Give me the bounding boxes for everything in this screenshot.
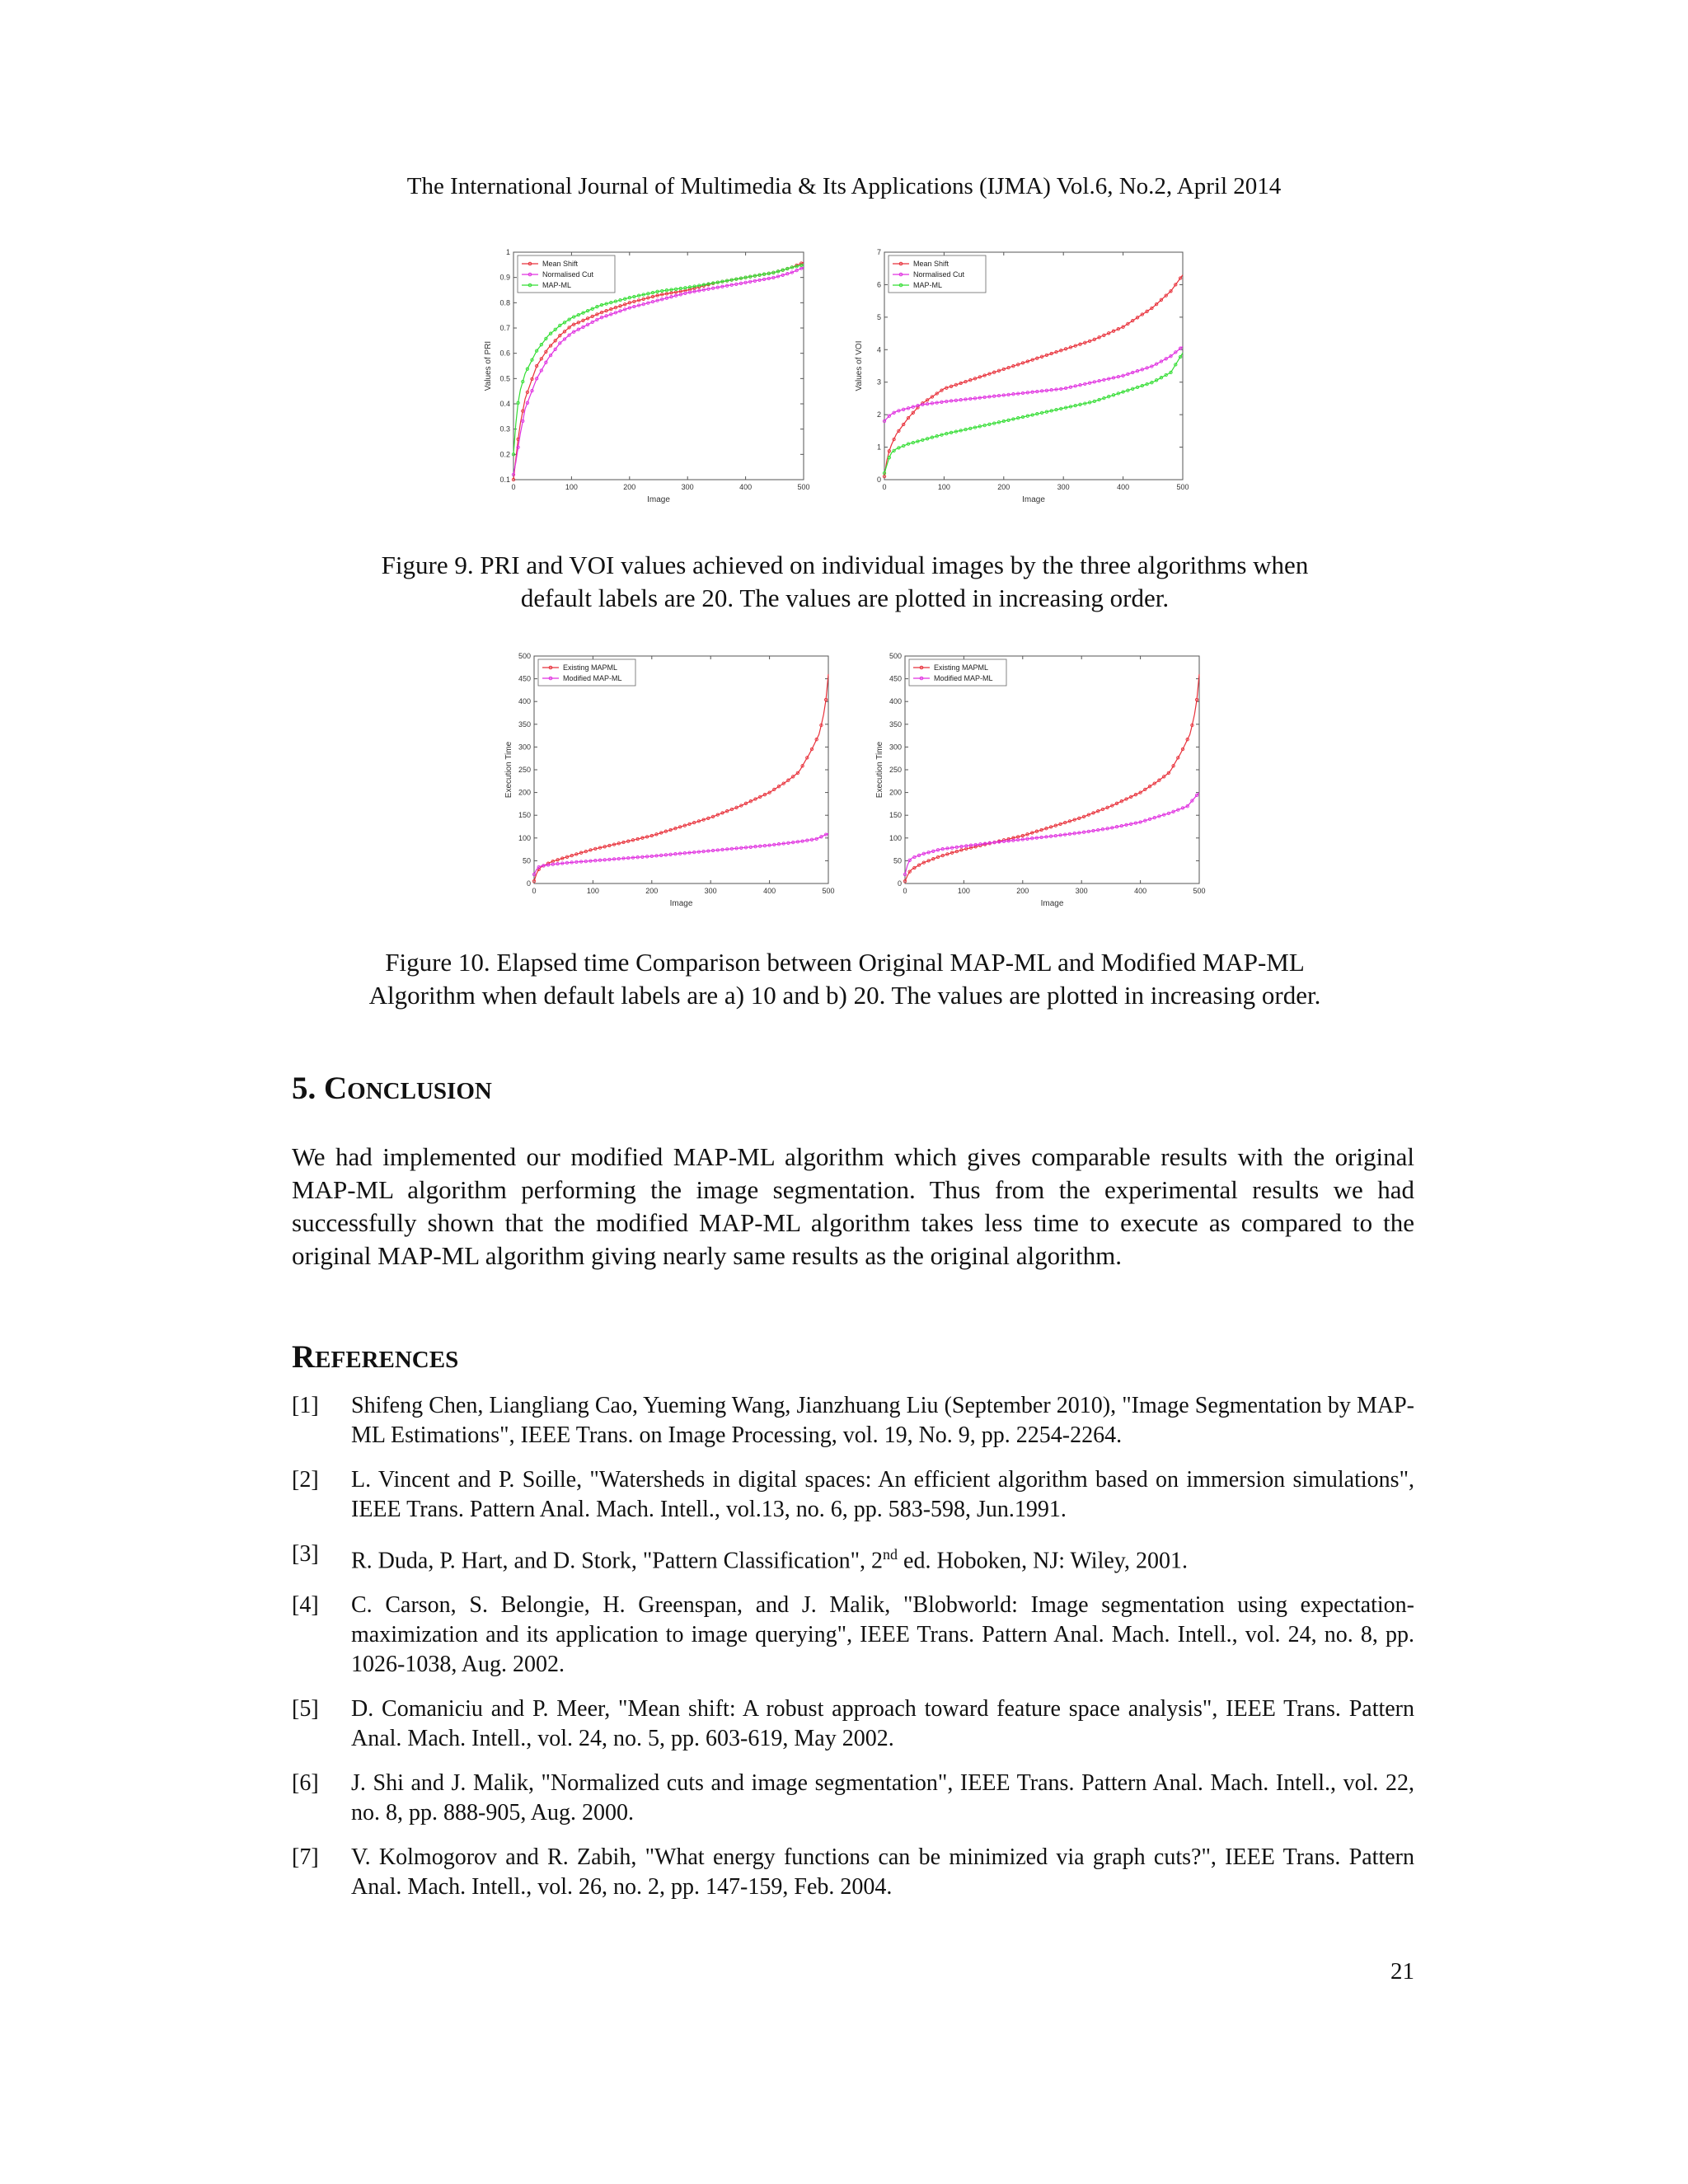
x-tick-label: 0 — [532, 887, 537, 895]
references-heading-rest: EFERENCES — [315, 1347, 459, 1373]
y-tick-label: 200 — [518, 788, 531, 797]
y-tick-label: 500 — [889, 652, 902, 660]
y-tick-label: 150 — [518, 811, 531, 820]
y-axis-label: Execution Time — [504, 741, 513, 799]
reference-text: V. Kolmogorov and R. Zabih, "What energy functions can be minimized via graph cuts?", IEEE Trans. Pattern Anal. Mach. Intell., vol. 26, no. 2, pp. 147-159, Feb. 2004. — [351, 1844, 1414, 1900]
y-axis-label: Execution Time — [875, 741, 884, 799]
x-tick-label: 100 — [957, 887, 970, 895]
reference-item — [292, 1540, 1414, 1576]
reference-number: [4] — [292, 1592, 319, 1619]
reference-list — [292, 1391, 1414, 1917]
y-tick-label: 1 — [876, 443, 881, 452]
legend-label: MAP-ML — [542, 281, 572, 289]
reference-text-end: ed. Hoboken, NJ: Wiley, 2001. — [898, 1548, 1188, 1574]
y-tick-label: 7 — [876, 248, 881, 256]
y-tick-label: 150 — [889, 811, 902, 820]
legend-label: Normalised Cut — [542, 270, 594, 279]
y-tick-label: 5 — [876, 312, 881, 321]
y-tick-label: 350 — [889, 719, 902, 729]
x-tick-label: 500 — [1176, 483, 1189, 491]
y-tick-label: 0.9 — [499, 273, 510, 282]
conclusion-heading-rest: ONCLUSION — [347, 1078, 492, 1104]
y-tick-label: 0.6 — [499, 349, 510, 358]
reference-number: [6] — [292, 1770, 319, 1797]
reference-item — [292, 1769, 1414, 1828]
figure-9a-pri-chart — [482, 246, 812, 509]
figure-10-caption-line-2: Algorithm when default labels are a) 10 and b) 20. The values are plotted in increasing order. — [368, 981, 1321, 1010]
y-tick-label: 50 — [522, 856, 531, 865]
x-tick-label: 0 — [882, 483, 887, 491]
x-tick-label: 0 — [511, 483, 516, 491]
reference-number: [5] — [292, 1696, 319, 1722]
x-tick-label: 300 — [704, 887, 717, 895]
x-tick-label: 400 — [1134, 887, 1147, 895]
y-tick-label: 500 — [518, 652, 531, 660]
plot-area — [905, 656, 1199, 883]
x-tick-label: 100 — [586, 887, 599, 895]
plot-area — [534, 656, 828, 883]
x-tick-label: 100 — [565, 483, 578, 491]
x-tick-label: 400 — [739, 483, 753, 491]
reference-number: [3] — [292, 1541, 319, 1567]
y-tick-label: 0 — [897, 879, 902, 888]
y-tick-label: 0.3 — [499, 424, 510, 434]
figure-10b-time-chart — [874, 649, 1207, 913]
reference-text-start: R. Duda, P. Hart, and D. Stork, "Pattern Classification", 2 — [351, 1548, 884, 1574]
legend-label: Modified MAP-ML — [934, 674, 993, 682]
reference-item — [292, 1843, 1414, 1902]
legend-label: Mean Shift — [913, 260, 950, 268]
x-tick-label: 500 — [797, 483, 810, 491]
reference-superscript: nd — [883, 1546, 898, 1563]
y-tick-label: 200 — [889, 788, 902, 797]
reference-item — [292, 1391, 1414, 1451]
reference-text: J. Shi and J. Malik, "Normalized cuts and image segmentation", IEEE Trans. Pattern Anal. Mach. Intell., vol. 22, no. 8, pp. 888-905, Aug. 2000. — [351, 1770, 1414, 1826]
reference-text: C. Carson, S. Belongie, H. Greenspan, and J. Malik, "Blobworld: Image segmentation using expectation-maximization and its application to image querying", IEEE Trans. Pattern Anal. Mach. Intell., vol. 24, no. 8, pp. 1026-1038, Aug. 2002. — [351, 1592, 1414, 1678]
x-tick-label: 0 — [903, 887, 907, 895]
y-tick-label: 0.5 — [499, 374, 510, 383]
legend-label: Mean Shift — [542, 260, 579, 268]
running-header: The International Journal of Multimedia & Its Applications (IJMA) Vol.6, No.2, April 2014 — [406, 173, 1282, 199]
y-tick-label: 0.2 — [499, 450, 510, 459]
y-tick-label: 300 — [518, 743, 531, 752]
figure-9-caption-line-2: default labels are 20. The values are plotted in increasing order. — [520, 583, 1170, 612]
conclusion-heading — [292, 1070, 492, 1107]
reference-item — [292, 1591, 1414, 1680]
y-tick-label: 400 — [889, 697, 902, 706]
legend-label: Existing MAPML — [934, 663, 989, 672]
y-tick-label: 0 — [876, 476, 881, 484]
y-tick-label: 0 — [526, 879, 531, 888]
figure-9b-voi-chart — [853, 246, 1191, 509]
x-axis-label: Image — [647, 495, 670, 504]
y-axis-label: Values of VOI — [855, 340, 864, 391]
y-tick-label: 0.8 — [499, 298, 510, 307]
y-tick-label: 1 — [505, 248, 510, 256]
x-tick-label: 400 — [763, 887, 776, 895]
y-tick-label: 450 — [518, 674, 531, 683]
x-tick-label: 500 — [1193, 887, 1206, 895]
reference-text: L. Vincent and P. Soille, "Watersheds in digital spaces: An efficient algorithm based on immersion simulations", IEEE Trans. Pattern Anal. Mach. Intell., vol.13, no. 6, pp. 583-598, Jun.1991. — [351, 1467, 1414, 1522]
x-tick-label: 300 — [681, 483, 694, 491]
conclusion-paragraph: We had implemented our modified MAP-ML algorithm which gives comparable results with the original MAP-ML algorithm performing the image segmentation. Thus from the experimental results we had successfully shown that the modified MAP-ML algorithm takes less time to execute as compared to the original MAP-ML algorithm giving nearly same results as the original algorithm. — [292, 1142, 1414, 1270]
figure-10-caption-line-1: Figure 10. Elapsed time Comparison between Original MAP-ML and Modified MAP-ML — [385, 948, 1305, 977]
conclusion-heading-number: 5. C — [292, 1071, 348, 1106]
y-tick-label: 4 — [876, 345, 881, 354]
reference-item — [292, 1694, 1414, 1754]
y-axis-label: Values of PRI — [484, 340, 493, 391]
figure-10-caption — [280, 946, 1409, 1012]
x-tick-label: 200 — [645, 887, 659, 895]
y-tick-label: 6 — [876, 280, 881, 289]
y-tick-label: 450 — [889, 674, 902, 683]
figure-9-caption-line-1: Figure 9. PRI and VOI values achieved on individual images by the three algorithms when — [381, 551, 1309, 579]
y-tick-label: 100 — [518, 833, 531, 842]
reference-text: D. Comaniciu and P. Meer, "Mean shift: A robust approach toward feature space analysis", IEEE Trans. Pattern Anal. Mach. Intell., vol. 24, no. 5, pp. 603-619, May 2002. — [351, 1696, 1414, 1752]
legend-label: MAP-ML — [913, 281, 943, 289]
x-tick-label: 100 — [937, 483, 950, 491]
x-tick-label: 200 — [623, 483, 636, 491]
x-tick-label: 300 — [1075, 887, 1088, 895]
x-axis-label: Image — [1040, 899, 1064, 908]
x-tick-label: 200 — [997, 483, 1010, 491]
references-heading-first: R — [292, 1339, 316, 1375]
x-tick-label: 300 — [1057, 483, 1070, 491]
reference-number: [1] — [292, 1393, 319, 1418]
legend-label: Normalised Cut — [913, 270, 965, 279]
y-tick-label: 250 — [889, 766, 902, 774]
y-tick-label: 2 — [876, 410, 881, 419]
y-tick-label: 100 — [889, 833, 902, 842]
reference-number: [2] — [292, 1467, 319, 1493]
y-tick-label: 50 — [893, 856, 902, 865]
references-heading — [292, 1338, 458, 1376]
figure-9-caption — [280, 549, 1409, 615]
y-tick-label: 350 — [518, 719, 531, 729]
reference-text — [351, 1540, 1414, 1576]
legend-label: Modified MAP-ML — [563, 674, 622, 682]
y-tick-label: 3 — [876, 377, 881, 387]
reference-number: [7] — [292, 1844, 319, 1871]
y-tick-label: 0.4 — [499, 400, 510, 408]
y-tick-label: 250 — [518, 766, 531, 774]
x-axis-label: Image — [669, 899, 693, 908]
y-tick-label: 400 — [518, 697, 531, 706]
page-number: 21 — [1390, 1958, 1414, 1985]
reference-item — [292, 1465, 1414, 1525]
x-tick-label: 200 — [1016, 887, 1029, 895]
y-tick-label: 0.1 — [499, 476, 510, 484]
x-axis-label: Image — [1022, 495, 1045, 504]
y-tick-label: 300 — [889, 743, 902, 752]
figure-10a-time-chart — [503, 649, 837, 913]
legend-label: Existing MAPML — [563, 663, 618, 672]
reference-text: Shifeng Chen, Liangliang Cao, Yueming Wang, Jianzhuang Liu (September 2010), "Image Segmentation by MAP-ML Estimations", IEEE Trans. on Image Processing, vol. 19, No. 9, pp. 2254-2264. — [351, 1393, 1414, 1448]
x-tick-label: 400 — [1117, 483, 1130, 491]
y-tick-label: 0.7 — [499, 324, 510, 332]
x-tick-label: 500 — [822, 887, 835, 895]
